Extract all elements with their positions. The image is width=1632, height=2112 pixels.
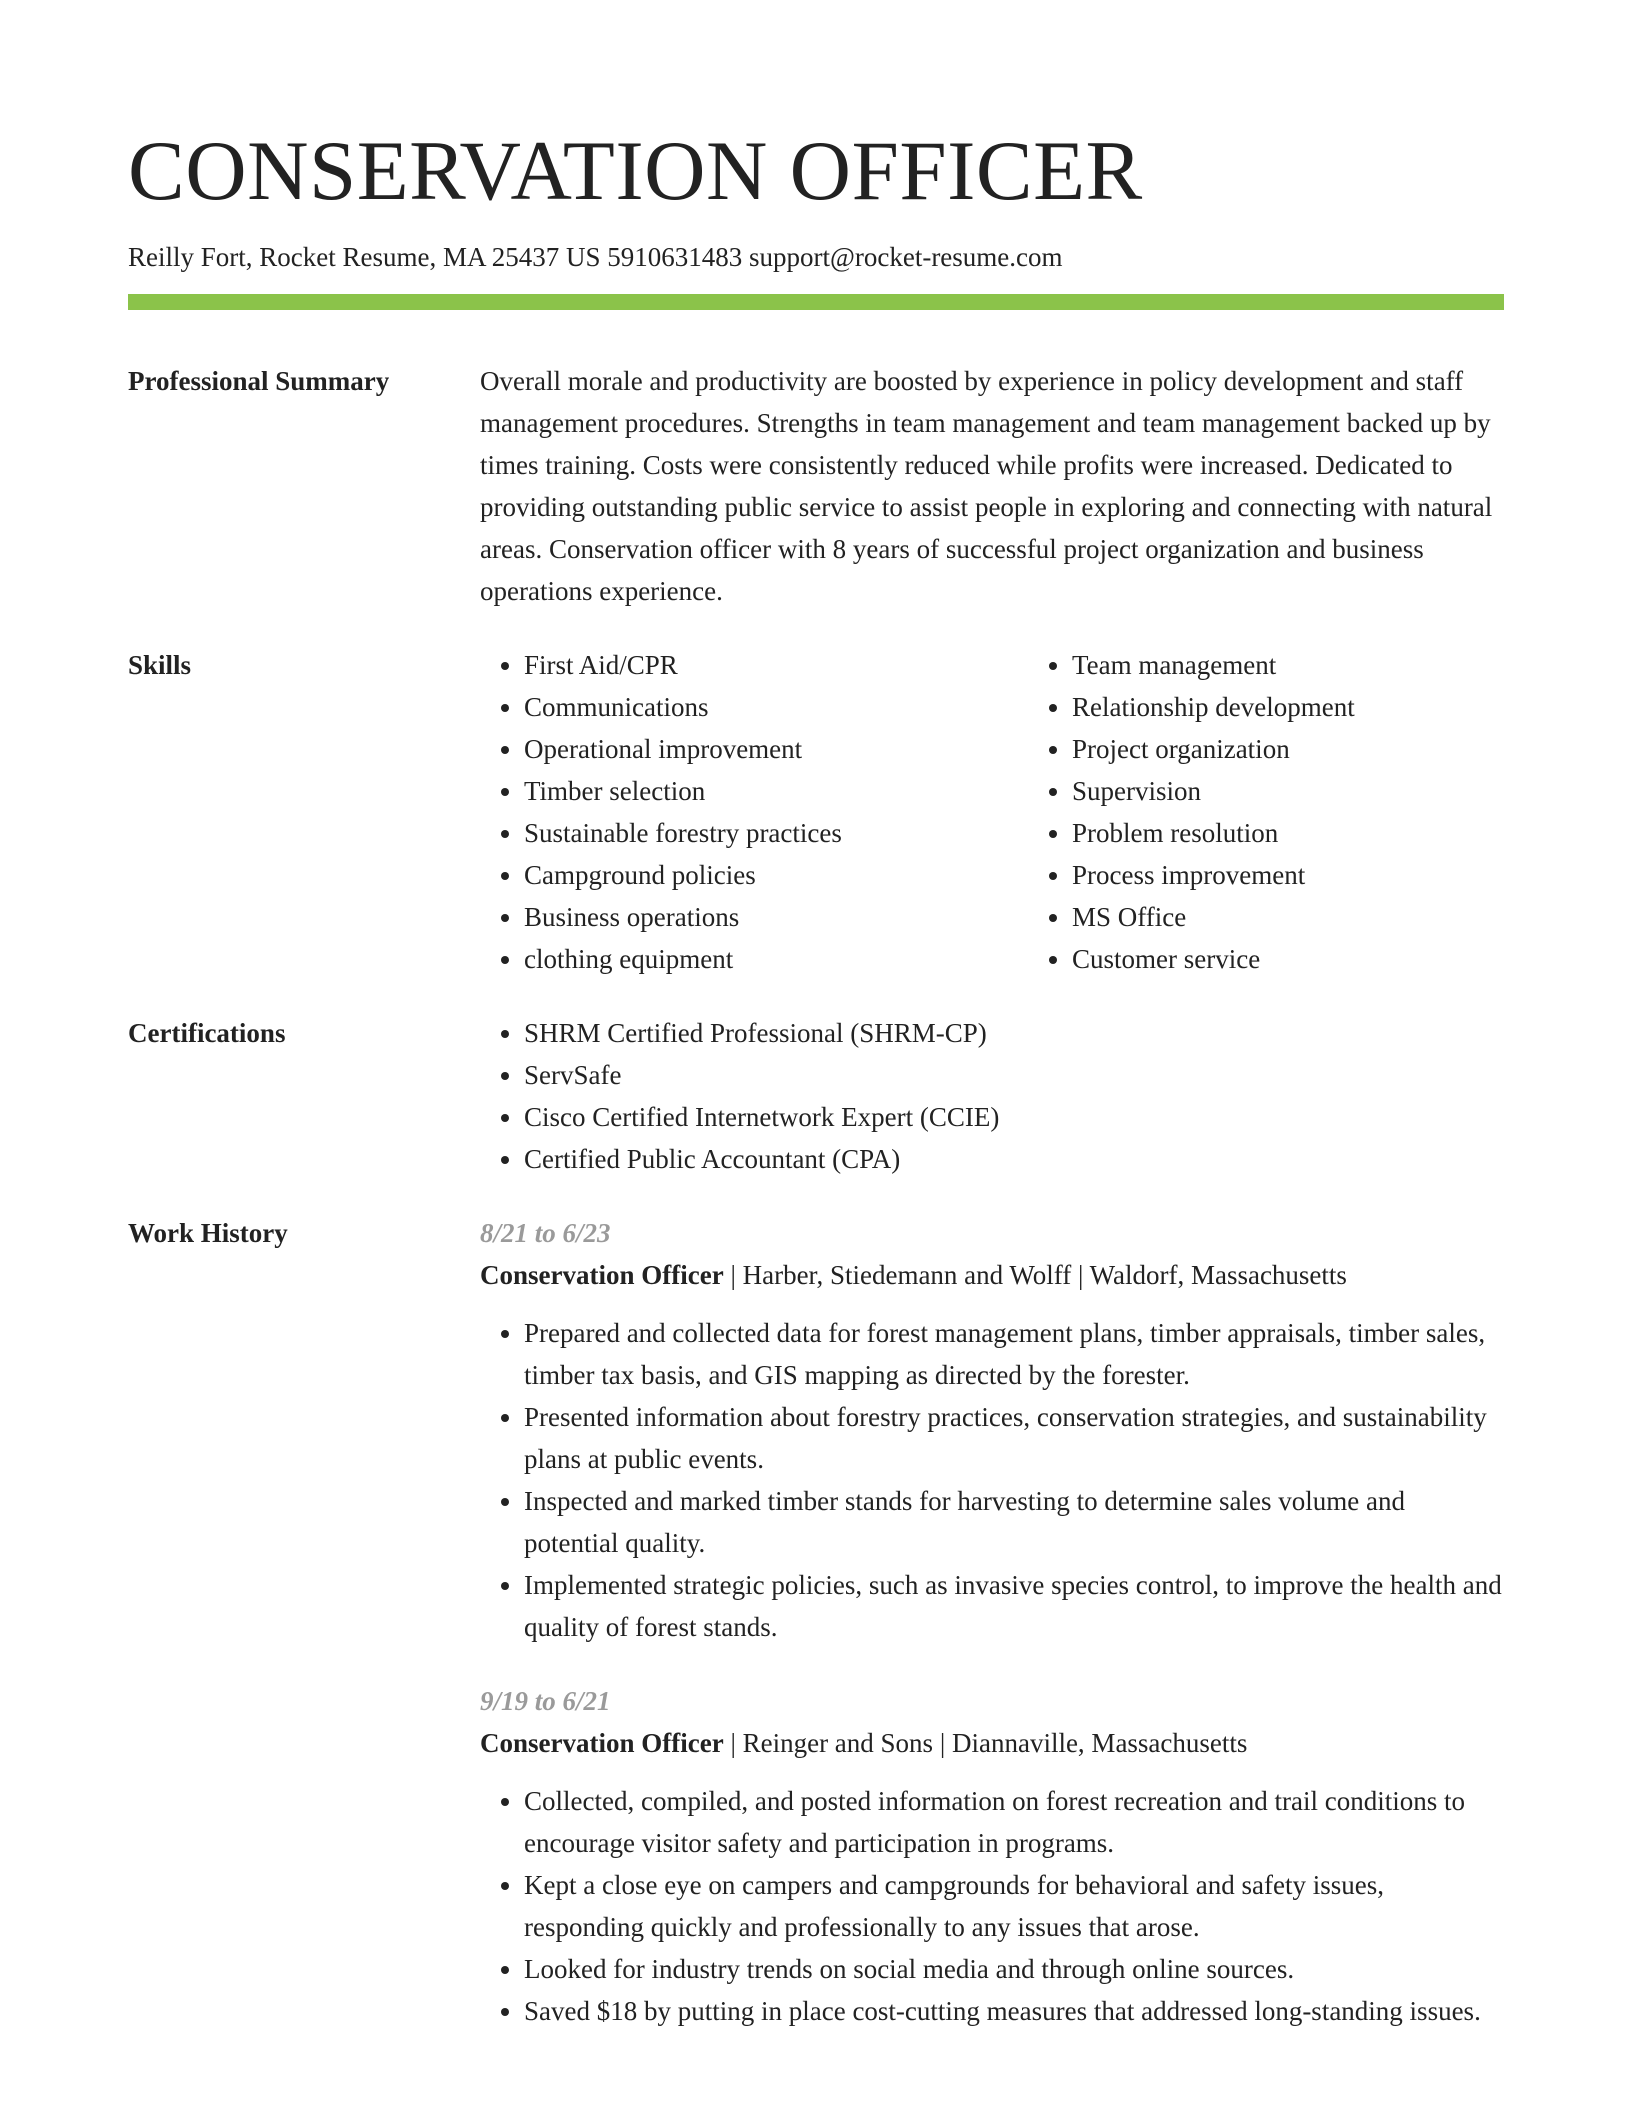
certification-item: • ServSafe	[524, 1054, 1504, 1096]
skill-item: • Project organization	[1072, 728, 1576, 770]
certification-item: • Certified Public Accountant (CPA)	[524, 1138, 1504, 1180]
job-dates: 9/19 to 6/21	[480, 1686, 611, 1716]
job-bullet: • Inspected and marked timber stands for harvesting to determine sales volume and potential quality.	[524, 1480, 1504, 1564]
certifications-label: Certifications	[128, 1018, 286, 1048]
skills-list-right	[1028, 644, 1576, 980]
job-bullet: • Collected, compiled, and posted information on forest recreation and trail conditions to encourage visitor safety and participation in programs.	[524, 1780, 1504, 1864]
certification-item: • Cisco Certified Internetwork Expert (CCIE)	[524, 1096, 1504, 1138]
contact-line: Reilly Fort, Rocket Resume, MA 25437 US 5910631483 support@rocket-resume.com	[128, 242, 1063, 272]
skill-item: • Communications	[524, 686, 1028, 728]
work-history-label: Work History	[128, 1218, 288, 1248]
job-bullet: • Kept a close eye on campers and campgrounds for behavioral and safety issues, responding quickly and professionally to any issues that arose.	[524, 1864, 1504, 1948]
work-history-body	[480, 1212, 1504, 2032]
skill-item: • First Aid/CPR	[524, 644, 1028, 686]
skill-item: • Customer service	[1072, 938, 1576, 980]
skills-list-left	[480, 644, 1028, 980]
skill-item: • Timber selection	[524, 770, 1028, 812]
skill-item: • Business operations	[524, 896, 1028, 938]
skill-item: • clothing equipment	[524, 938, 1028, 980]
certifications-list	[480, 1012, 1504, 1180]
summary-label: Professional Summary	[128, 366, 390, 396]
summary-text: Overall morale and productivity are boosted by experience in policy development and staff management procedures. Strengths in team management and team management backed up by times training. Costs were consistently reduced while profits were increased. Dedicated to providing outstanding public service to assist people in exploring and connecting with natural areas. Conservation officer with 8 years of successful project organization and business operations experience.	[480, 366, 1493, 606]
job-employer-location: | Harber, Stiedemann and Wolff | Waldorf, Massachusetts	[723, 1260, 1347, 1290]
skill-item: • Relationship development	[1072, 686, 1576, 728]
header-rule	[128, 294, 1504, 310]
certification-item: • SHRM Certified Professional (SHRM-CP)	[524, 1012, 1504, 1054]
job-entry	[480, 1212, 1504, 1648]
skill-item: • Sustainable forestry practices	[524, 812, 1028, 854]
resume-page	[128, 0, 1504, 2032]
skill-item: • Operational improvement	[524, 728, 1028, 770]
certifications-body	[480, 1012, 1504, 1180]
summary-section	[128, 360, 1504, 612]
skill-item: • Process improvement	[1072, 854, 1576, 896]
job-bullet: • Saved $18 by putting in place cost-cutting measures that addressed long-standing issues.	[524, 1990, 1504, 2032]
skill-item: • Campground policies	[524, 854, 1028, 896]
skill-item: • Supervision	[1072, 770, 1576, 812]
job-entry	[480, 1680, 1504, 2032]
skills-section	[128, 644, 1504, 980]
job-bullets	[480, 1780, 1504, 2032]
job-title-line	[480, 1722, 1504, 1764]
job-employer-location: | Reinger and Sons | Diannaville, Massachusetts	[723, 1728, 1248, 1758]
skills-columns	[480, 644, 1576, 980]
work-history-section	[128, 1212, 1504, 2032]
job-bullets	[480, 1312, 1504, 1648]
job-title: Conservation Officer	[480, 1260, 724, 1290]
certifications-section	[128, 1012, 1504, 1180]
resume-name: CONSERVATION OFFICER	[128, 124, 1143, 218]
job-title: Conservation Officer	[480, 1728, 724, 1758]
job-dates: 8/21 to 6/23	[480, 1218, 611, 1248]
job-bullet: • Prepared and collected data for forest management plans, timber appraisals, timber sales, timber tax basis, and GIS mapping as directed by the forester.	[524, 1312, 1504, 1396]
job-bullet: • Implemented strategic policies, such as invasive species control, to improve the health and quality of forest stands.	[524, 1564, 1504, 1648]
skills-label: Skills	[128, 650, 192, 680]
skill-item: • Team management	[1072, 644, 1576, 686]
skill-item: • Problem resolution	[1072, 812, 1576, 854]
job-title-line	[480, 1254, 1504, 1296]
job-bullet: • Looked for industry trends on social media and through online sources.	[524, 1948, 1504, 1990]
job-bullet: • Presented information about forestry practices, conservation strategies, and sustainability plans at public events.	[524, 1396, 1504, 1480]
skill-item: • MS Office	[1072, 896, 1576, 938]
